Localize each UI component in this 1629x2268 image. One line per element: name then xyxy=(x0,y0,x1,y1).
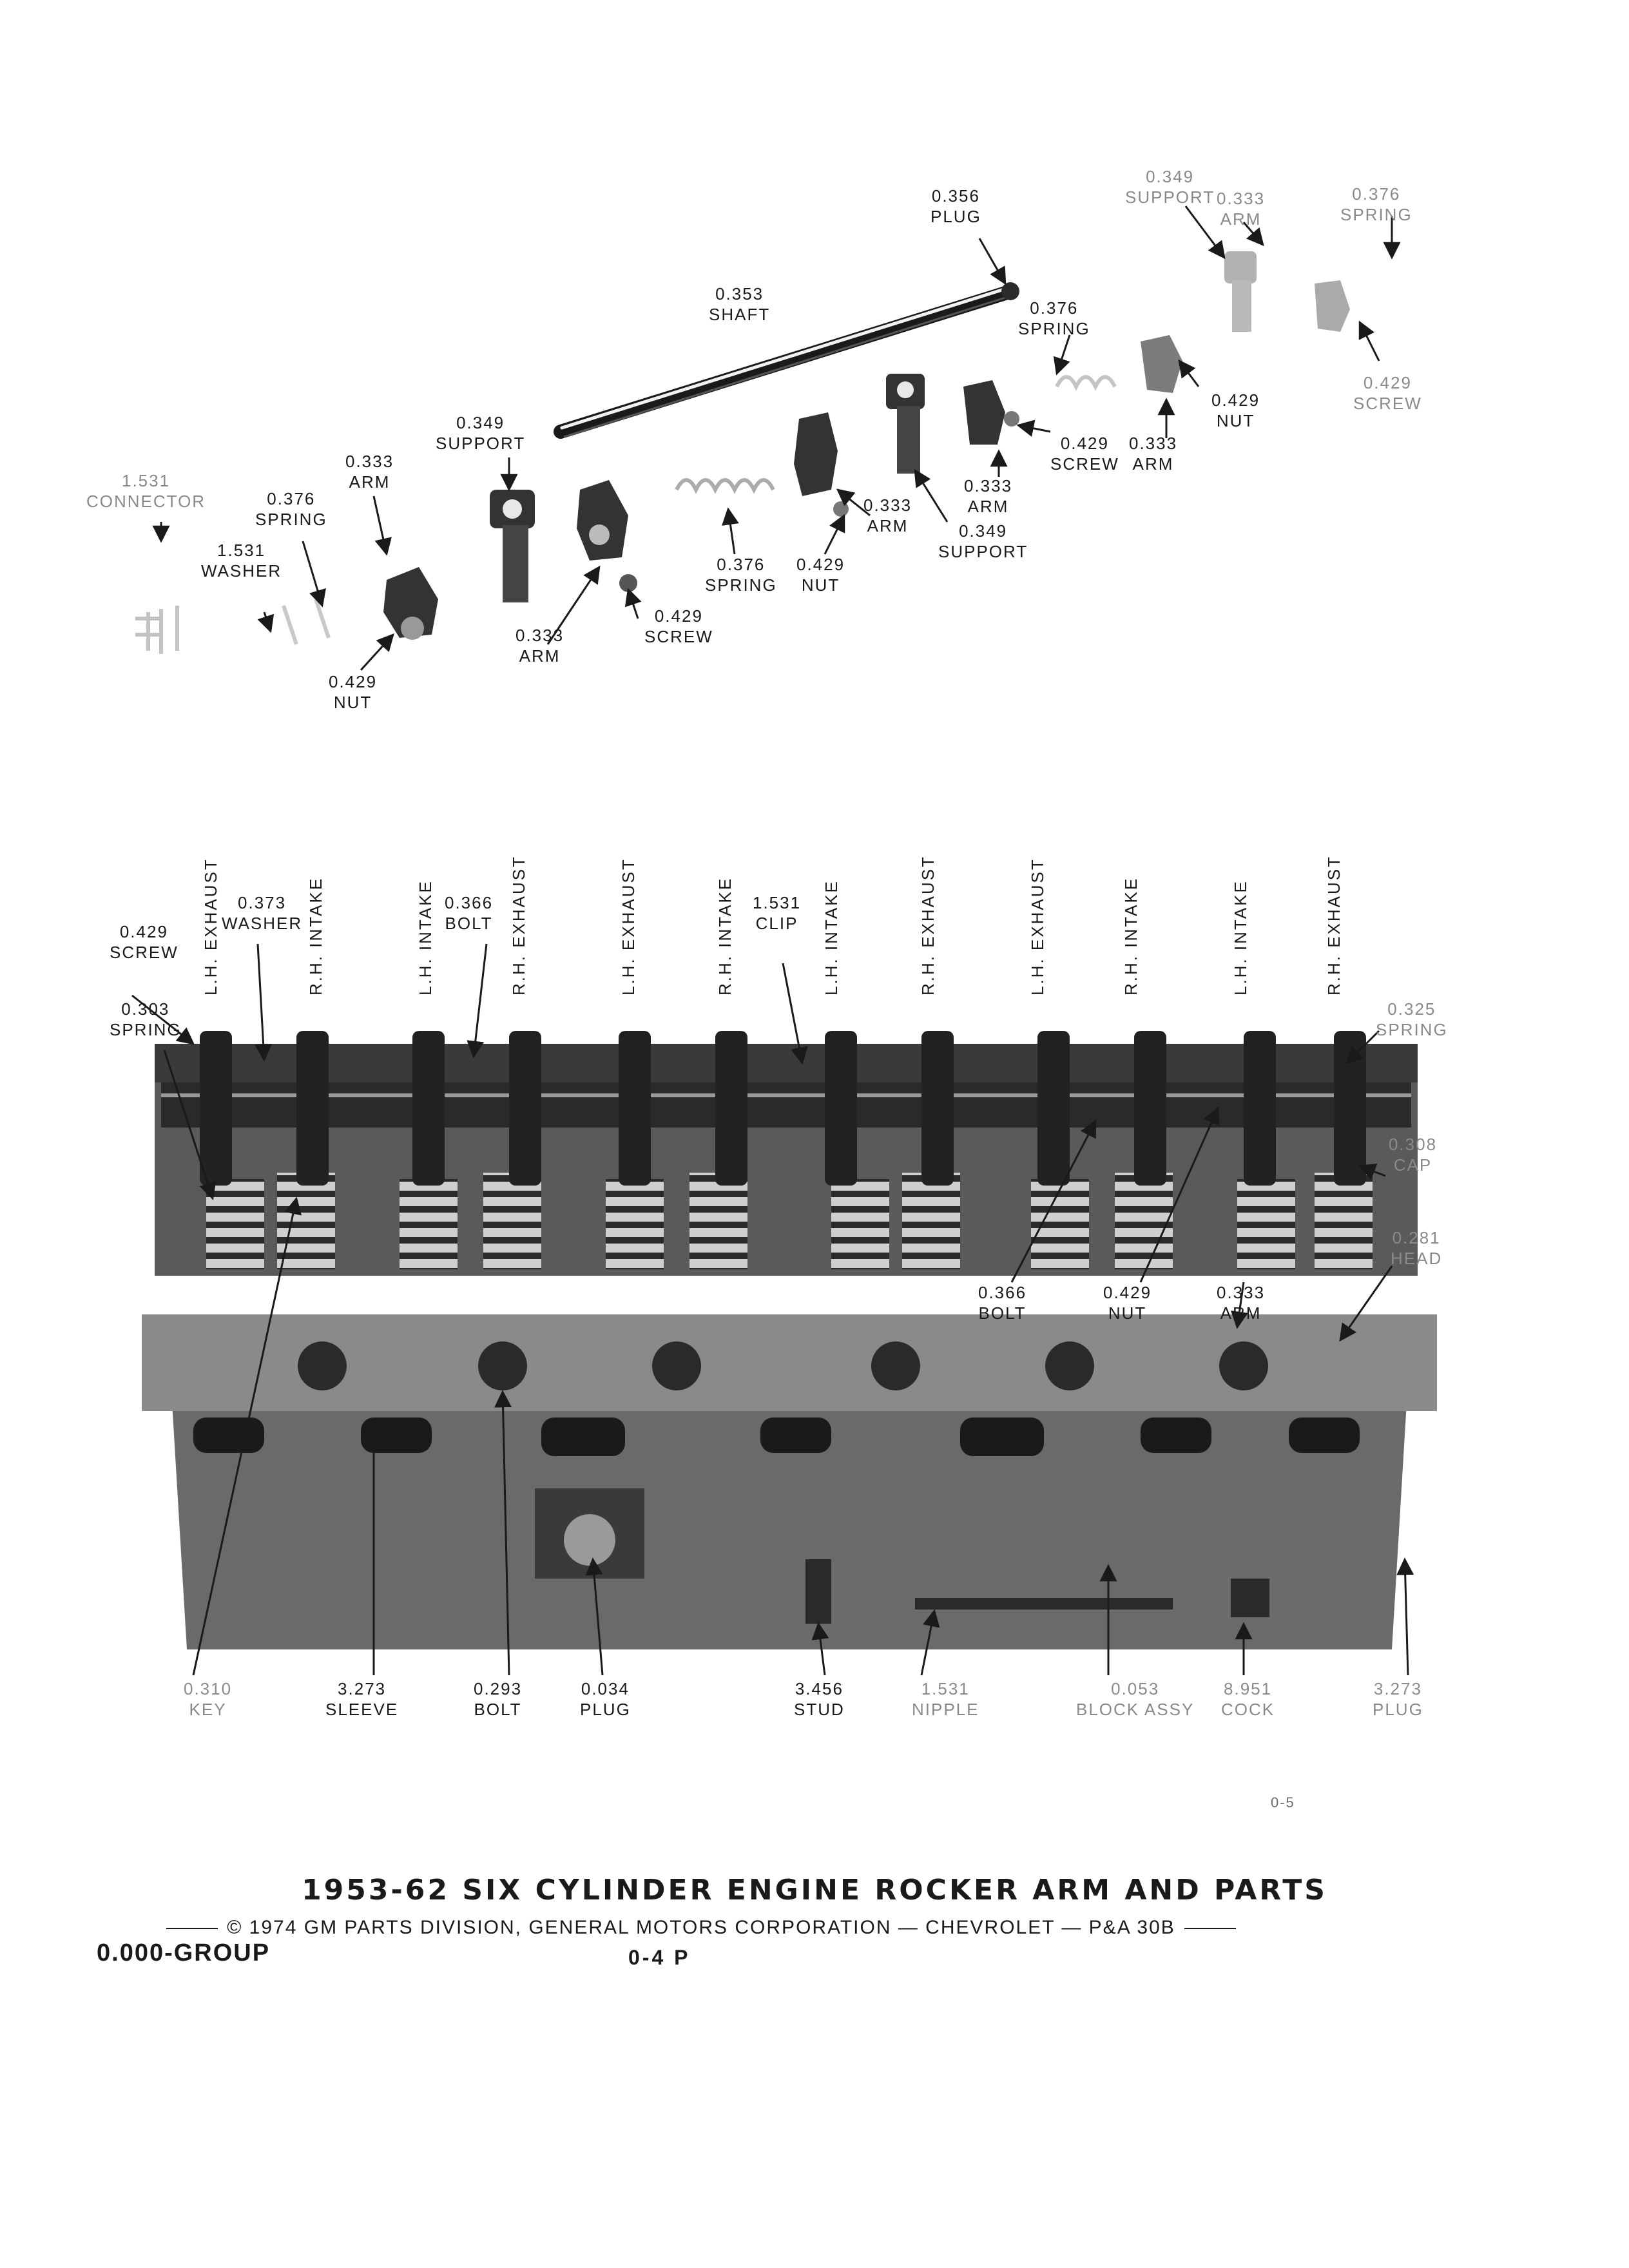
part-label-spring: 0.303 SPRING xyxy=(110,999,182,1039)
part-label-support: 0.349 SUPPORT xyxy=(1125,167,1215,207)
rocker-spring xyxy=(1057,377,1115,387)
rocker-support xyxy=(490,490,535,602)
rocker-spring xyxy=(284,599,329,644)
rocker-arm xyxy=(794,412,849,517)
part-label-shaft: 0.353 SHAFT xyxy=(709,284,771,324)
shaft-plug xyxy=(1001,282,1019,300)
part-label-screw: 0.429 SCREW xyxy=(1353,373,1422,413)
rocker-arm xyxy=(1141,335,1182,393)
valve-label: R.H. EXHAUST xyxy=(509,854,528,995)
part-label-arm: 0.333 ARM xyxy=(863,495,912,535)
part-label-spring: 0.376 SPRING xyxy=(705,555,777,595)
part-label-screw: 0.429 SCREW xyxy=(644,606,713,646)
valve-label: L.H. INTAKE xyxy=(1231,879,1250,995)
drain-cock xyxy=(1231,1579,1269,1617)
valve-label: L.H. EXHAUST xyxy=(619,858,638,995)
part-label-spring: 0.376 SPRING xyxy=(255,489,327,529)
part-label-spring: 0.376 SPRING xyxy=(1340,184,1412,224)
part-label-nut: 0.429 NUT xyxy=(796,555,845,595)
part-label-plug: 0.356 PLUG xyxy=(930,186,981,226)
part-label-plug: 0.034 PLUG xyxy=(580,1679,631,1719)
part-label-key: 0.310 KEY xyxy=(184,1679,233,1719)
part-label-bolt: 0.293 BOLT xyxy=(474,1679,523,1719)
rocker-shaft xyxy=(561,289,1005,437)
valve-label: L.H. EXHAUST xyxy=(1028,858,1047,995)
valve-label: R.H. INTAKE xyxy=(715,876,735,995)
part-label-cock: 8.951 COCK xyxy=(1221,1679,1275,1719)
page-title: 1953-62 SIX CYLINDER ENGINE ROCKER ARM AND PARTS xyxy=(302,1874,1327,1907)
valve-label: R.H. INTAKE xyxy=(306,876,325,995)
assembled-rocker-shaft xyxy=(161,1082,1411,1128)
valve-label: R.H. INTAKE xyxy=(1121,876,1141,995)
rocker-arm xyxy=(577,480,637,592)
rocker-arm xyxy=(963,380,1019,445)
part-label-support: 0.349 SUPPORT xyxy=(436,413,526,453)
part-label-nipple: 1.531 NIPPLE xyxy=(912,1679,979,1719)
part-label-arm: 0.333 ARM xyxy=(1217,1283,1266,1323)
part-label-screw: 0.429 SCREW xyxy=(1050,434,1119,474)
part-label-arm: 0.333 ARM xyxy=(1129,434,1178,474)
part-label-block-assy: 0.053 BLOCK ASSY xyxy=(1076,1679,1195,1719)
part-label-clip: 1.531 CLIP xyxy=(753,893,802,933)
copyright-line: © 1974 GM PARTS DIVISION, GENERAL MOTORS CORPORATION — CHEVROLET — P&A 30B xyxy=(89,1917,1313,1939)
valve-label: L.H. INTAKE xyxy=(822,879,841,995)
valve-label: R.H. EXHAUST xyxy=(1324,854,1344,995)
part-label-arm: 0.333 ARM xyxy=(345,452,394,492)
part-label-head: 0.281 HEAD xyxy=(1391,1228,1443,1268)
part-label-nut: 0.429 NUT xyxy=(329,672,378,712)
part-label-spring: 0.325 SPRING xyxy=(1376,999,1448,1039)
rocker-connector xyxy=(135,606,177,654)
block-stud xyxy=(805,1559,831,1624)
valve-label: L.H. INTAKE xyxy=(416,879,435,995)
block-ports xyxy=(193,1418,1360,1456)
rocker-support xyxy=(886,374,925,474)
part-label-bolt: 0.366 BOLT xyxy=(978,1283,1027,1323)
part-label-washer: 1.531 WASHER xyxy=(201,541,282,581)
page-number: 0-4 P xyxy=(628,1946,691,1969)
part-label-screw: 0.429 SCREW xyxy=(110,922,178,962)
part-label-support: 0.349 SUPPORT xyxy=(938,521,1028,561)
part-label-sleeve: 3.273 SLEEVE xyxy=(325,1679,399,1719)
part-label-washer: 0.373 WASHER xyxy=(222,893,303,933)
rocker-arm xyxy=(383,567,438,640)
part-label-nut: 0.429 NUT xyxy=(1211,390,1260,430)
group-code: 0.000-GROUP xyxy=(97,1939,271,1966)
part-label-cap: 0.308 CAP xyxy=(1389,1135,1438,1175)
part-label-nut: 0.429 NUT xyxy=(1103,1283,1152,1323)
rocker-spring xyxy=(677,480,773,490)
rocker-support xyxy=(1224,251,1257,332)
part-label-bolt: 0.366 BOLT xyxy=(445,893,494,933)
part-label-plug: 3.273 PLUG xyxy=(1373,1679,1423,1719)
part-label-arm: 0.333 ARM xyxy=(516,626,564,666)
part-label-stud: 3.456 STUD xyxy=(794,1679,845,1719)
valve-label: R.H. EXHAUST xyxy=(918,854,938,995)
valve-label: L.H. EXHAUST xyxy=(201,858,220,995)
part-label-arm: 0.333 ARM xyxy=(964,476,1013,516)
page-code: 0-5 xyxy=(1271,1794,1295,1811)
assembly-view xyxy=(142,1031,1437,1649)
drain-nipple xyxy=(915,1598,1173,1610)
rocker-arm xyxy=(1315,280,1350,332)
part-label-spring: 0.376 SPRING xyxy=(1018,298,1090,338)
part-label-connector: 1.531 CONNECTOR xyxy=(86,471,206,511)
part-label-arm: 0.333 ARM xyxy=(1217,189,1266,229)
